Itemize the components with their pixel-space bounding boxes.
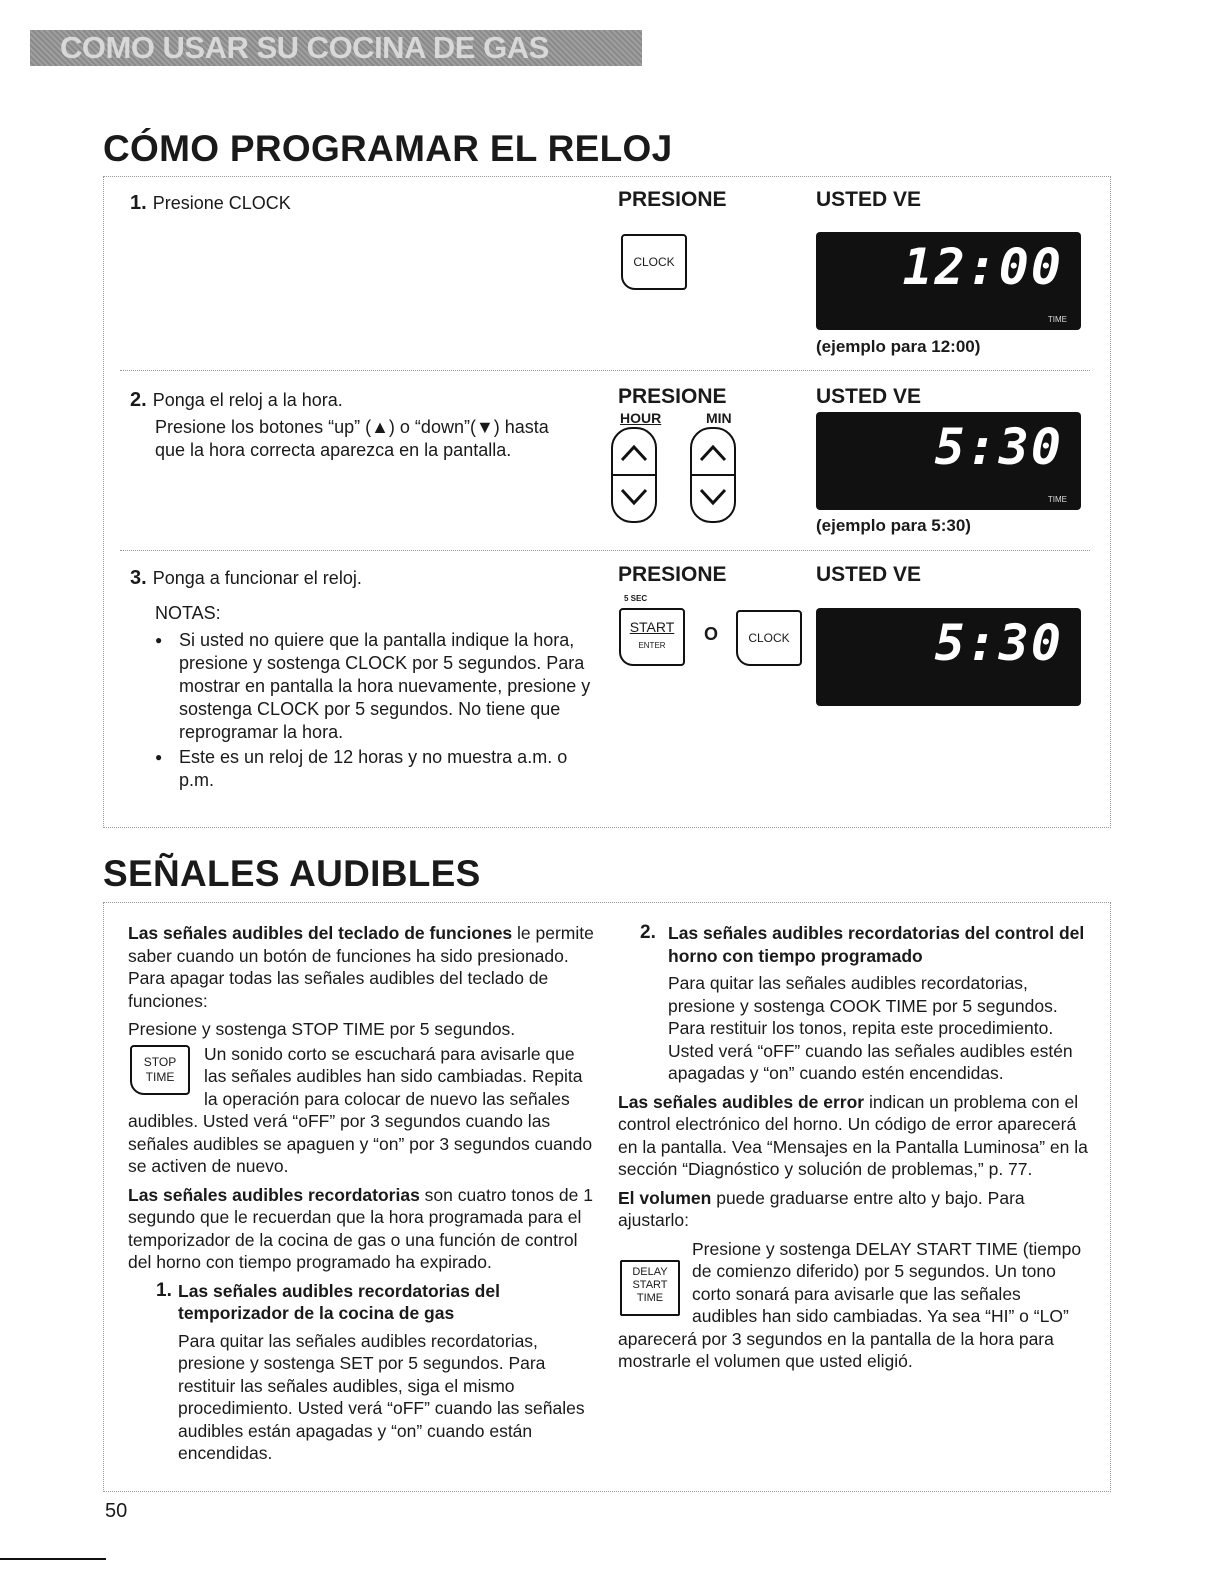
- notes-title: NOTAS:: [155, 603, 221, 623]
- step-1: [130, 192, 291, 215]
- step-text: Ponga el reloj a la hora.: [152, 390, 343, 410]
- press-heading: PRESIONE: [618, 563, 727, 586]
- note-item: ● Si usted no quiere que la pantalla indique la hora, presione y sostenga CLOCK por 5 segundos. Para mostrar en pantalla la hora nuevamente, presione y sostenga CLOCK por 5 segundos. No tiene que reprogramar la hora.: [155, 629, 600, 744]
- step-2: [130, 389, 580, 462]
- hour-label: HOUR: [620, 410, 662, 426]
- display-digits: 12:00: [902, 238, 1063, 296]
- see-heading: USTED VE: [816, 188, 922, 211]
- paragraph-lead: Las señales audibles del teclado de funciones: [128, 923, 513, 943]
- up-arrow-icon: [619, 443, 649, 463]
- hold-seconds-label: 5 SEC: [624, 594, 648, 603]
- paragraph-text: indican un problema con el control electrónico del horno. Un código de error aparecerá en la pantalla. Vea “Mensajes en la Pantalla Luminosa” en la sección “Diagnóstico y solución de problemas,” p. 77.: [618, 1091, 1088, 1179]
- numbered-item: [618, 922, 1088, 1085]
- signals-right-column: [618, 922, 1088, 1373]
- divider: [120, 550, 1090, 551]
- paragraph-text: Presione y sostenga DELAY START TIME (tiempo de comienzo diferido) por 5 segundos. Un tono corto sonará para avisarle que las señales audibles han sido cambiadas. Ya sea “HI” o “LO” aparecerá por 3 segundos en la pantalla de la hora para mostrarle el volumen que usted eligió.: [618, 1238, 1082, 1371]
- paragraph: [128, 1184, 600, 1274]
- step-number: 2.: [130, 389, 147, 411]
- stop-label: STOP: [143, 1054, 177, 1069]
- numbered-item: [128, 1280, 600, 1465]
- footer-rule: [0, 1558, 106, 1560]
- delay-start-time-key-icon: [620, 1260, 680, 1316]
- divider: [120, 370, 1090, 371]
- paragraph: [618, 1187, 1088, 1232]
- banner-title: COMO USAR SU COCINA DE GAS: [60, 30, 549, 65]
- start-label: START: [629, 619, 675, 635]
- clock-key-icon: CLOCK: [736, 610, 802, 666]
- paragraph-lead: El volumen: [618, 1187, 712, 1208]
- press-heading: PRESIONE: [618, 385, 727, 408]
- clock-display: [816, 608, 1081, 706]
- display-caption: (ejemplo para 5:30): [816, 516, 971, 535]
- item-number: 1.: [156, 1279, 172, 1301]
- step-3: [130, 567, 600, 794]
- time-label: TIME: [145, 1069, 175, 1084]
- note-item: ● Este es un reloj de 12 horas y no muestra a.m. o p.m.: [155, 746, 600, 792]
- see-heading: USTED VE: [816, 563, 922, 586]
- step-number: 3.: [130, 567, 147, 589]
- paragraph-lead: Las señales audibles recordatorias: [128, 1184, 420, 1205]
- display-caption: (ejemplo para 12:00): [816, 337, 981, 356]
- enter-label: ENTER: [638, 641, 666, 650]
- paragraph-text: puede graduarse entre alto y bajo. Para ajustarlo:: [618, 1187, 1025, 1230]
- paragraph-text: le permite saber cuando un botón de funciones ha sido presionado. Para apagar todas las señales audibles del teclado de funciones:: [128, 923, 594, 1011]
- paragraph: Presione y sostenga STOP TIME por 5 segundos.: [128, 1019, 516, 1039]
- paragraph: [128, 922, 600, 1012]
- clock-display: [816, 232, 1081, 330]
- item-number: 2.: [640, 922, 656, 943]
- item-title: Las señales audibles recordatorias del temporizador de la cocina de gas: [178, 1280, 500, 1323]
- see-heading: USTED VE: [816, 385, 922, 408]
- start-label: START: [632, 1278, 668, 1291]
- paragraph: [618, 1238, 1088, 1373]
- down-arrow-icon: [698, 487, 728, 507]
- press-heading: PRESIONE: [618, 188, 727, 211]
- stop-time-key-icon: [130, 1045, 190, 1095]
- item-text: Para quitar las señales audibles recordatorias, presione y sostenga COOK TIME por 5 segundos. Para restituir los tonos, repita este procedimiento. Usted verá “oFF” cuando las señales audibles estén apagadas y “on” cuando estén encendidas.: [668, 973, 1073, 1083]
- step-text: Ponga a funcionar el reloj.: [152, 568, 362, 588]
- display-digits: 5:30: [934, 614, 1063, 672]
- signals-left-column: [128, 922, 600, 1465]
- paragraph-lead: Las señales audibles de error: [618, 1091, 865, 1112]
- paragraph: [618, 1091, 1088, 1181]
- step-text: Presione CLOCK: [152, 193, 291, 213]
- display-time-tag: TIME: [1047, 315, 1067, 324]
- time-label: TIME: [636, 1291, 664, 1304]
- clock-section-title: CÓMO PROGRAMAR EL RELOJ: [103, 128, 673, 169]
- step-number: 1.: [130, 192, 147, 214]
- clock-key-icon: CLOCK: [621, 234, 687, 290]
- start-enter-key-icon: [619, 608, 685, 666]
- delay-label: DELAY: [632, 1265, 668, 1278]
- item-text: Para quitar las señales audibles recordatorias, presione y sostenga SET por 5 segundos. Para restituir las señales audibles, siga el mismo procedimiento. Usted verá “oFF” cuando las señales audibles están apagadas y “on” cuando están encendidas.: [178, 1330, 585, 1463]
- clock-display: [816, 412, 1081, 510]
- down-arrow-icon: [619, 487, 649, 507]
- page-number: 50: [105, 1500, 128, 1522]
- paragraph-text: son cuatro tonos de 1 segundo que le recuerdan que la hora programada para el temporizador de la cocina de gas o una función de control del horno con tiempo programado ha expirado.: [128, 1184, 593, 1272]
- display-digits: 5:30: [934, 418, 1063, 476]
- display-time-tag: TIME: [1047, 495, 1067, 504]
- item-title: Las señales audibles recordatorias del control del horno con tiempo programado: [668, 923, 1085, 966]
- paragraph: [128, 1043, 600, 1178]
- min-arrow-keys: [690, 427, 736, 523]
- signals-section-title: SEÑALES AUDIBLES: [103, 853, 481, 894]
- notes-list: [155, 629, 600, 792]
- or-label: O: [704, 624, 719, 644]
- step-detail: Presione los botones “up” (▲) o “down”(▼) hasta que la hora correcta aparezca en la pantalla.: [155, 417, 549, 460]
- hour-arrow-keys: [611, 427, 657, 523]
- min-label: MIN: [706, 410, 732, 426]
- up-arrow-icon: [698, 443, 728, 463]
- paragraph-text: Un sonido corto se escuchará para avisarle que las señales audibles han sido cambiadas. Repita la operación para colocar de nuevo las señales audibles. Usted verá “oFF” por 3 segundos cuando las señales audibles se apaguen y “on” por 3 segundos cuando se activen de nuevo.: [128, 1043, 593, 1176]
